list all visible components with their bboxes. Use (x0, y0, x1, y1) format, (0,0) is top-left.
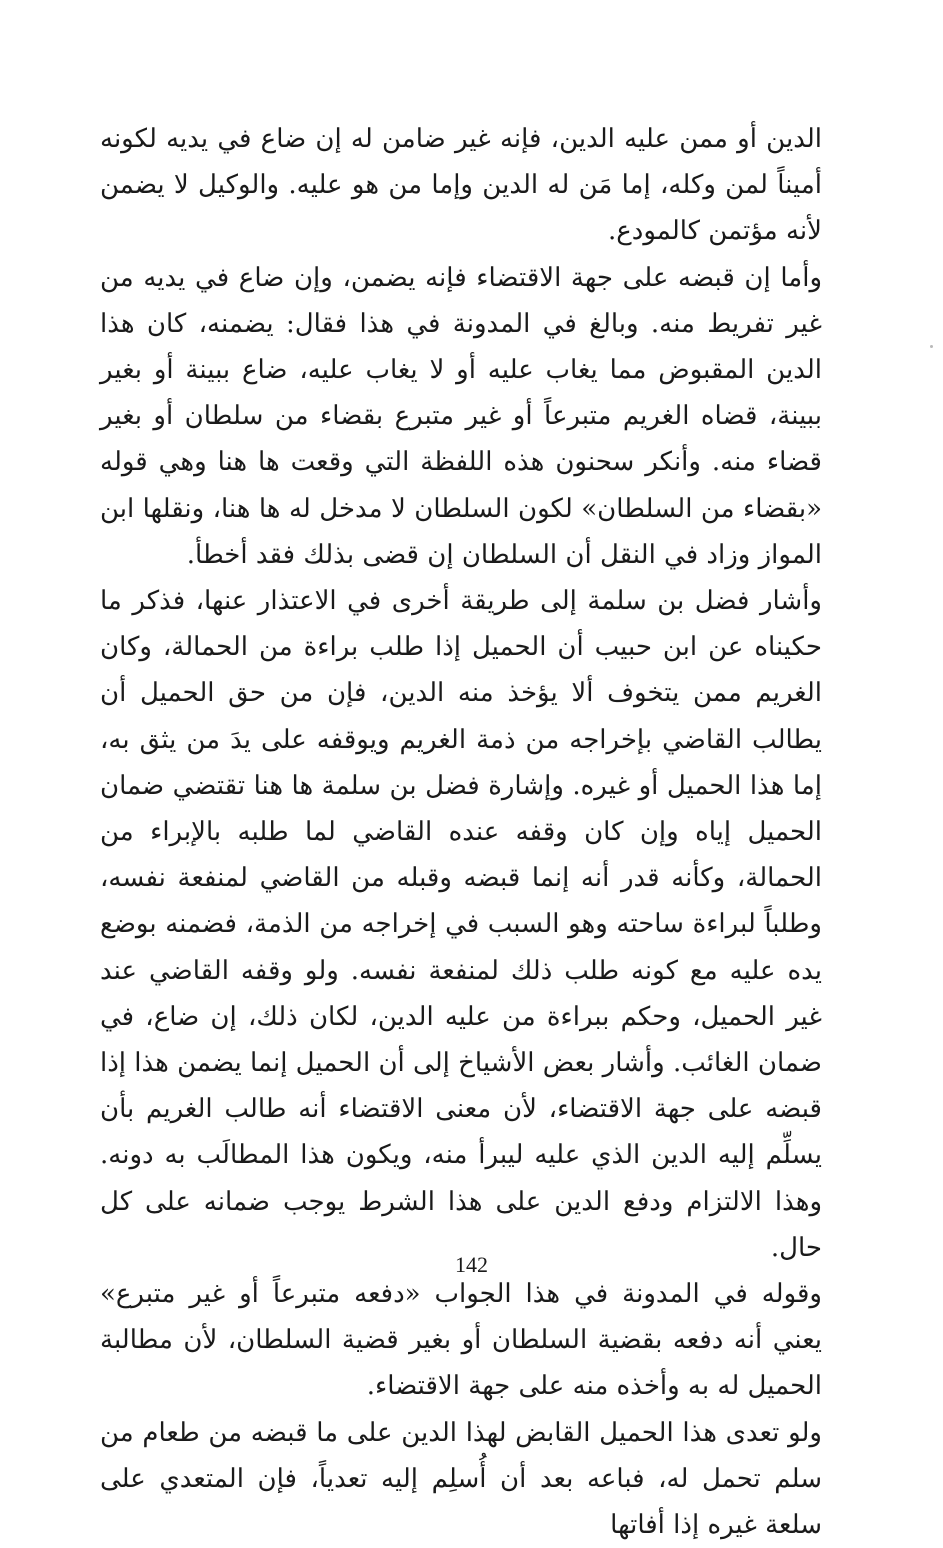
paragraph-3: وأشار فضل بن سلمة إلى طريقة أخرى في الاعتذار عنها، فذكر ما حكيناه عن ابن حبيب أن الحميل إذا طلب براءة من الحمالة، وكان الغريم ممن يتخوف ألا يؤخذ منه الدين، فإن من حق الحميل أن يطالب القاضي بإخراجه من ذمة الغريم ويوقفه على يدَ من يثق به، إما هذا الحميل أو غيره. وإشارة فضل بن سلمة ها هنا تقتضي ضمان الحميل إياه وإن كان وقفه عنده القاضي لما طلبه بالإبراء من الحمالة، وكأنه قدر أنه إنما قبضه وقبله من القاضي لمنفعة نفسه، وطلباً لبراءة ساحته وهو السبب في إخراجه من الذمة، فضمنه بوضع يده عليه مع كونه طلب ذلك لمنفعة نفسه. ولو وقفه القاضي عند غير الحميل، وحكم ببراءة من عليه الدين، لكان ذلك، إن ضاع، في ضمان الغائب. وأشار بعض الأشياخ إلى أن الحميل إنما يضمن هذا إذا قبضه على جهة الاقتضاء، لأن معنى الاقتضاء أنه طالب الغريم بأن يسلِّم إليه الدين الذي عليه ليبرأ منه، ويكون هذا المطالَب به دونه. وهذا الالتزام ودفع الدين على هذا الشرط يوجب ضمانه على كل حال. (100, 586, 822, 1263)
page-number: 142 (455, 1252, 488, 1277)
paragraph-2: وأما إن قبضه على جهة الاقتضاء فإنه يضمن، وإن ضاع في يديه من غير تفريط منه. وبالغ في المدونة في هذا فقال: يضمنه، كان هذا الدين المقبوض مما يغاب عليه أو لا يغاب عليه، ضاع ببينة أو بغير ببينة، قضاه الغريم متبرعاً أو غير متبرع بقضاء من سلطان أو بغير قضاء منه. وأنكر سحنون هذه اللفظة التي وقعت ها هنا وهي قوله «بقضاء من السلطان» لكون السلطان لا مدخل له ها هنا، ونقلها ابن المواز وزاد في النقل أن السلطان إن قضى بذلك فقد أخطأ. (100, 262, 822, 570)
paragraph-4: وقوله في المدونة في هذا الجواب «دفعه متبرعاً أو غير متبرع» يعني أنه دفعه بقضية السلطان أو بغير قضية السلطان، لأن مطالبة الحميل له به وأخذه منه على جهة الاقتضاء. (100, 1279, 822, 1402)
paragraph-1: الدين أو ممن عليه الدين، فإنه غير ضامن له إن ضاع في يديه لكونه أميناً لمن وكله، إما مَن له الدين وإما من هو عليه. والوكيل لا يضمن لأنه مؤتمن كالمودع. (100, 124, 822, 247)
paragraph-5: ولو تعدى هذا الحميل القابض لهذا الدين على ما قبضه من طعام من سلم تحمل له، فباعه بعد أن أُسلِم إليه تعدياً، فإن المتعدي على سلعة غيره إذا أفاتها (100, 1417, 822, 1541)
body-text (100, 116, 822, 1548)
scan-speck (930, 345, 933, 348)
